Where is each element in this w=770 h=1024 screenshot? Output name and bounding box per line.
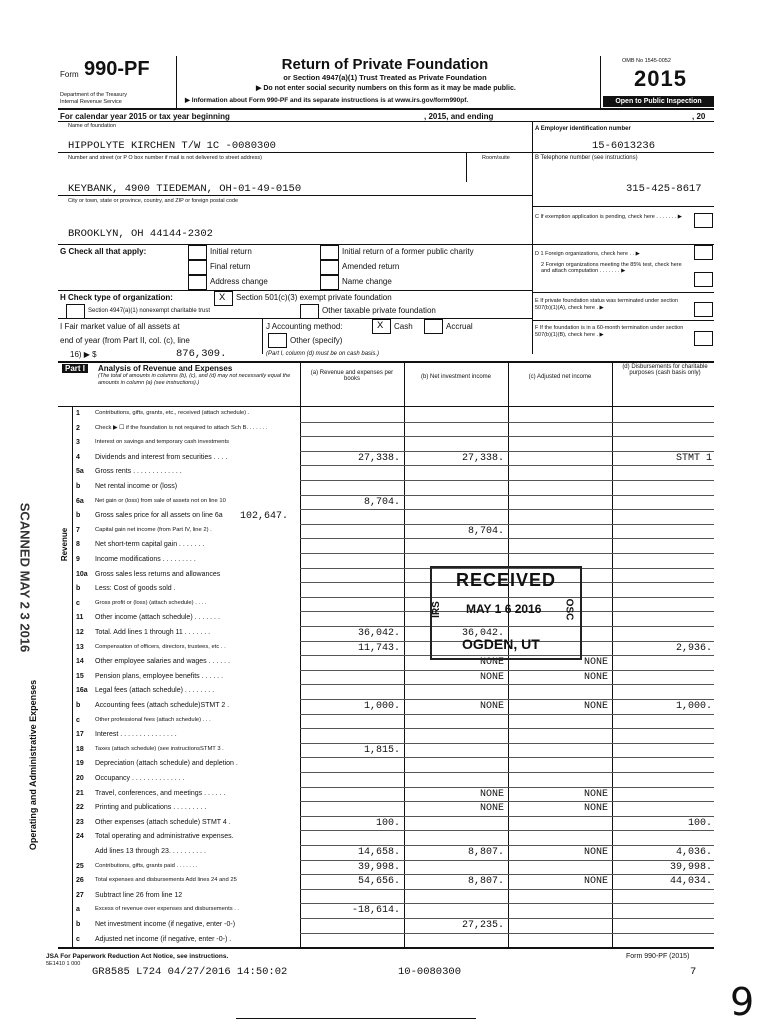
row-label: Compensation of officers, directors, trustees, etc . . (95, 643, 226, 650)
h-501c3: Section 501(c)(3) exempt private foundation (236, 293, 392, 302)
table-row (0, 846, 770, 861)
table-row (0, 583, 770, 598)
row-number: 10a (76, 570, 88, 578)
row-label: Dividends and interest from securities . . . . (95, 453, 228, 461)
row-label: Gross rents . . . . . . . . . . . . . (95, 468, 182, 476)
row-number: 8 (76, 541, 80, 549)
row-label: Interest . . . . . . . . . . . . . . . (95, 731, 177, 739)
table-row (0, 715, 770, 730)
row-number: b (76, 512, 81, 520)
cell-col-d[interactable]: 1,000. (675, 701, 712, 712)
row-label: Accounting fees (attach schedule)STMT 2 . (95, 702, 230, 709)
g-initial-public: Initial return of a former public charity (342, 247, 474, 256)
table-row (0, 466, 770, 481)
g-address-change-checkbox[interactable] (188, 275, 207, 290)
row-number: 25 (76, 862, 84, 870)
table-row (0, 525, 770, 540)
form-subtitle: or Section 4947(a)(1) Trust Treated as Private Foundation (283, 73, 487, 82)
cell-col-c[interactable]: NONE (583, 847, 608, 858)
row-number: 1 (76, 410, 80, 417)
table-row (0, 627, 770, 642)
table-row (0, 452, 770, 467)
row-label: Add lines 13 through 23. . . . . . . . . . (95, 848, 206, 855)
info-note: ▶ Information about Form 990-PF and its separate instructions is at www.irs.gov/form990pf. (185, 97, 469, 104)
d2-checkbox[interactable] (694, 272, 713, 287)
form-number: 990-PF (84, 58, 150, 80)
cell-col-a[interactable]: 14,658. (357, 847, 400, 858)
table-row (0, 919, 770, 934)
row-label: Check ▶ ☐ if the foundation is not required to attach Sch B. . . . . . . (95, 424, 268, 431)
phone-label: B Telephone number (see instructions) (535, 155, 638, 161)
row-label: Other employee salaries and wages . . . . . . (95, 658, 231, 666)
phone-value: 315-425-8617 (626, 183, 702, 195)
cell-col-d[interactable]: 44,034. (669, 876, 712, 888)
cell-col-b[interactable]: 8,704. (467, 525, 504, 537)
row-label: Gross sales price for all assets on line 6a (95, 512, 223, 520)
row-number: 23 (76, 818, 84, 826)
row-label: Occupancy . . . . . . . . . . . . . . (95, 775, 185, 782)
city-label: City or town, state or province, country, and ZIP or foreign postal code (68, 198, 239, 204)
e-checkbox[interactable] (694, 302, 713, 317)
table-row (0, 642, 770, 657)
row-number: c (76, 599, 80, 607)
j-accrual-checkbox[interactable] (424, 319, 443, 334)
j-accrual: Accrual (446, 322, 473, 331)
row-label: Income modifications . . . . . . . . . (95, 556, 196, 563)
cell-col-b[interactable]: NONE (479, 788, 504, 800)
table-row (0, 890, 770, 905)
table-row (0, 423, 770, 438)
j-other: Other (specify) (290, 336, 343, 345)
row-label: Excess of revenue over expenses and disbursements . . (95, 906, 240, 913)
row-label: Net gain or (loss) from sale of assets not on line 10 (95, 497, 226, 504)
cell-col-c[interactable]: NONE (583, 788, 608, 800)
row-number: b (76, 585, 81, 593)
cell-col-b[interactable]: NONE (479, 671, 504, 683)
dept-line-1: Department of the Treasury (60, 92, 127, 98)
stamp-city: OGDEN, UT (462, 636, 540, 652)
row-number: 17 (76, 731, 84, 739)
table-row (0, 569, 770, 584)
row-number: 2 (76, 424, 80, 432)
row-label: Taxes (attach schedule) (see instructionsSTMT 3 . (95, 745, 224, 752)
row-label: Capital gain net income (from Part IV, line 2) . (95, 526, 212, 533)
table-row (0, 481, 770, 496)
gross-sales-value: 102,647. (240, 511, 289, 522)
batch-line: GR8585 L724 04/27/2016 14:50:02 (92, 966, 288, 978)
row-label: Contributions, gifts, grants paid . . . . . . . (95, 862, 198, 869)
cell-col-b[interactable]: NONE (479, 657, 504, 669)
row-label: Depreciation (attach schedule) and depletion . (95, 760, 238, 768)
row-label: Net investment income (if negative, enter -0-) (95, 921, 236, 928)
row-number: b (76, 921, 81, 928)
g-address-change: Address change (210, 277, 268, 286)
cell-col-b[interactable]: 27,338. (461, 452, 504, 464)
row-label: Net rental income or (loss) (95, 483, 178, 490)
g-final-return-checkbox[interactable] (188, 260, 207, 275)
row-label: Adjusted net income (if negative, enter -0-) . (95, 935, 232, 943)
row-label: Gross profit or (loss) (attach schedule) . . . . (95, 599, 207, 606)
form-title: Return of Private Foundation (281, 56, 489, 73)
cell-col-a[interactable]: 8,704. (363, 496, 400, 508)
table-row (0, 598, 770, 613)
row-number: 12 (76, 629, 84, 636)
table-row (0, 831, 770, 846)
col-d-header: (d) Disbursements for charitable purposes (cash basis only) (622, 364, 708, 376)
col-c-header: (c) Adjusted net income (528, 374, 592, 380)
table-row (0, 904, 770, 919)
table-row (0, 861, 770, 876)
fmv-value: 876,309. (176, 348, 227, 360)
page-number: 7 (690, 966, 697, 978)
row-number: b (76, 483, 81, 490)
j-note: (Part I, column (d) must be on cash basis.) (266, 351, 380, 357)
j-cash-mark: X (377, 320, 384, 332)
cell-col-b[interactable]: 36,042. (461, 628, 504, 639)
table-row (0, 612, 770, 627)
row-label: Other income (attach schedule) . . . . . . . (95, 614, 220, 622)
h-label: H Check type of organization: (60, 293, 173, 302)
j-label: J Accounting method: (266, 322, 343, 331)
h-4947: Section 4947(a)(1) nonexempt charitable trust (88, 308, 211, 314)
row-label: Pension plans, employee benefits . . . . . . (95, 672, 224, 680)
h-4947-checkbox[interactable] (66, 304, 85, 319)
row-label: Other professional fees (attach schedule) . . . (95, 716, 211, 723)
cell-col-d[interactable]: 100. (687, 817, 712, 829)
calendar-line: For calendar year 2015 or tax year beginning (60, 112, 230, 121)
row-label: Interest on savings and temporary cash investments (95, 439, 230, 446)
row-number: 21 (76, 789, 84, 797)
street-label: Number and street (or P O box number if mail is not delivered to street address) (68, 155, 263, 161)
part1-title: Analysis of Revenue and Expenses (98, 364, 233, 373)
cell-col-b[interactable]: NONE (479, 701, 504, 712)
jsa-notice: JSA For Paperwork Reduction Act Notice, see instructions. (46, 953, 229, 960)
part1-desc: (The total of amounts in columns (b), (c), and (d) may not necessarily equal the amounts in column (a) (see instructions).) (98, 373, 291, 386)
cell-col-b[interactable]: 8,807. (467, 847, 504, 858)
row-label: Other expenses (attach schedule) STMT 4 . (95, 818, 231, 826)
cell-col-d[interactable]: 2,936. (675, 642, 712, 654)
table-row (0, 408, 770, 423)
cell-col-c[interactable]: NONE (583, 701, 608, 712)
table-row (0, 554, 770, 569)
row-number: c (76, 935, 80, 943)
cell-col-b[interactable]: 8,807. (467, 876, 504, 888)
table-row (0, 510, 770, 525)
row-number: c (76, 716, 80, 724)
i-line-3: 16) ▶ $ (70, 350, 97, 359)
g-amended: Amended return (342, 262, 400, 271)
row-number: 27 (76, 891, 84, 899)
and-ending: , 2015, and ending (424, 112, 494, 121)
row-label: Subtract line 26 from line 12 (95, 891, 183, 899)
row-label: Net short-term capital gain . . . . . . . (95, 541, 205, 549)
row-label: Gross sales less returns and allowances (95, 570, 221, 578)
g-initial-return: Initial return (210, 247, 252, 256)
table-row (0, 685, 770, 700)
f-label: F If the foundation is in a 60-month termination under section 507(b)(1)(B), check here . ▶ (535, 325, 684, 338)
cell-col-a[interactable]: 54,656. (357, 876, 400, 888)
table-row (0, 802, 770, 817)
table-row (0, 817, 770, 832)
revenue-side-label: Revenue (60, 527, 70, 562)
cell-col-a[interactable]: 39,998. (357, 861, 400, 873)
g-initial-return-checkbox[interactable] (188, 245, 207, 260)
row-number: 7 (76, 526, 80, 534)
j-cash: Cash (394, 322, 413, 331)
row-number: b (76, 702, 81, 709)
row-number: 20 (76, 775, 84, 782)
row-number: 22 (76, 804, 84, 812)
row-number: 16a (76, 687, 88, 695)
street-address: KEYBANK, 4900 TIEDEMAN, OH-01-49-0150 (68, 183, 302, 195)
i-line-2: end of year (from Part II, col. (c), line (60, 336, 190, 345)
h-other-checkbox[interactable] (300, 304, 319, 319)
dept-line-2: Internal Revenue Service (60, 99, 122, 105)
h-501c3-mark: X (219, 292, 226, 304)
table-row (0, 729, 770, 744)
row-label: Printing and publications . . . . . . . . . (95, 804, 207, 812)
row-number: 26 (76, 877, 84, 885)
row-number: 11 (76, 614, 84, 622)
row-number: 4 (76, 453, 80, 461)
row-number: 19 (76, 760, 84, 768)
row-number: 3 (76, 439, 80, 447)
row-label: Legal fees (attach schedule) . . . . . . . . (95, 687, 215, 695)
g-amended-checkbox[interactable] (320, 260, 339, 275)
ein-value: 15-6013236 (592, 140, 656, 152)
ending-year: , 20 (692, 112, 706, 121)
table-row (0, 437, 770, 452)
table-row (0, 875, 770, 890)
row-label: Travel, conferences, and meetings . . . . . . (95, 789, 226, 797)
g-name-change: Name change (342, 277, 392, 286)
table-row (0, 539, 770, 554)
col-a-header: (a) Revenue and expenses per books (310, 370, 394, 382)
row-number: 5a (76, 468, 84, 476)
row-number: 15 (76, 672, 84, 680)
cell-col-a[interactable]: -18,614. (351, 905, 400, 917)
cell-col-b[interactable]: NONE (479, 803, 504, 815)
foundation-name: HIPPOLYTE KIRCHEN T/W 1C -0080300 (68, 140, 276, 152)
h-other: Other taxable private foundation (322, 306, 436, 315)
g-name-change-checkbox[interactable] (320, 275, 339, 290)
g-label: G Check all that apply: (60, 247, 147, 256)
row-number: 9 (76, 556, 80, 563)
tax-year: 2015 (634, 66, 687, 91)
h-501c3-checkbox[interactable] (214, 291, 233, 306)
j-cash-checkbox[interactable] (372, 319, 391, 334)
cell-col-c[interactable]: NONE (583, 671, 608, 683)
stamp-irs: IRS (430, 601, 442, 618)
ein-label: A Employer identification number (535, 126, 631, 132)
row-number: a (76, 906, 80, 914)
g-final-return: Final return (210, 262, 251, 271)
row-label: Less: Cost of goods sold . (95, 585, 176, 593)
form-prefix: Form (60, 70, 79, 79)
cell-col-a[interactable]: 1,815. (363, 744, 400, 756)
cell-col-c[interactable]: NONE (583, 876, 608, 888)
row-number: 18 (76, 745, 84, 753)
table-row (0, 788, 770, 803)
received-stamp (430, 566, 582, 660)
cell-col-d[interactable]: 4,036. (675, 847, 712, 858)
open-public-badge: Open to Public Inspection (603, 96, 714, 107)
margin-stamp: SCANNED MAY 2 3 2016 (17, 502, 33, 653)
batch-id: 10-0080300 (398, 966, 462, 978)
stamp-received: RECEIVED (456, 570, 557, 590)
row-label: Total. Add lines 1 through 11 . . . . . . . (95, 629, 211, 636)
e-label: E If private foundation status was terminated under section 507(b)(1)(A), check here . ▶ (535, 298, 679, 311)
part1-tag: Part I (62, 364, 88, 373)
row-number: 14 (76, 658, 84, 666)
cell-col-a[interactable]: 100. (375, 817, 400, 829)
table-row (0, 496, 770, 511)
cell-col-a[interactable]: 1,000. (363, 701, 400, 712)
jsa-code: 5E1410 1 000 (46, 961, 81, 967)
cell-col-a[interactable]: 27,338. (357, 452, 400, 464)
d1-checkbox[interactable] (694, 245, 713, 260)
j-other-checkbox[interactable] (268, 333, 287, 348)
d2-label: 2 Foreign organizations meeting the 85% test, check here and attach computation . . . . . . . ▶ (541, 262, 682, 274)
row-number: 24 (76, 833, 84, 841)
table-row (0, 744, 770, 759)
row-label: Total expenses and disbursements Add lines 24 and 25 (95, 877, 237, 884)
cell-col-d[interactable]: STMT 1 (675, 452, 712, 464)
d1-label: D 1 Foreign organizations, check here . . ▶ (535, 251, 640, 257)
table-row (0, 773, 770, 788)
col-b-header: (b) Net investment income (420, 374, 492, 380)
city-state-zip: BROOKLYN, OH 44144-2302 (68, 228, 213, 240)
c-checkbox[interactable] (694, 213, 713, 228)
cell-col-d[interactable]: 39,998. (669, 861, 712, 873)
form-footer: Form 990-PF (2015) (626, 953, 690, 960)
cell-col-c[interactable]: NONE (583, 803, 608, 815)
expenses-side-label: Operating and Administrative Expenses (28, 679, 39, 851)
i-line-1: I Fair market value of all assets at (60, 322, 180, 331)
corner-number: 9 (730, 980, 755, 1024)
table-row (0, 934, 770, 949)
cell-col-b[interactable]: 27,235. (461, 920, 504, 931)
f-checkbox[interactable] (694, 331, 713, 346)
table-row (0, 656, 770, 671)
row-number: 13 (76, 643, 84, 651)
omb-number: OMB No 1545-0052 (622, 58, 671, 64)
ssn-note: ▶ Do not enter social security numbers on this form as it may be made public. (256, 85, 516, 92)
cell-col-a[interactable]: 36,042. (357, 628, 400, 639)
row-label: Contributions, gifts, grants, etc., received (attach schedule) . (95, 410, 250, 416)
room-label: Room/suite (482, 155, 510, 161)
stamp-osc: OSC (563, 598, 575, 621)
table-row (0, 700, 770, 715)
c-label: C If exemption application is pending, check here . . . . . . . ▶ (535, 214, 682, 220)
row-number: 6a (76, 497, 84, 505)
name-label: Name of foundation (68, 123, 117, 129)
g-initial-public-checkbox[interactable] (320, 245, 339, 260)
table-row (0, 671, 770, 686)
stamp-date: MAY 1 6 2016 (466, 602, 542, 616)
cell-col-a[interactable]: 11,743. (357, 642, 400, 654)
row-label: Total operating and administrative expenses. (95, 833, 234, 841)
table-row (0, 758, 770, 773)
cell-col-c[interactable]: NONE (583, 657, 608, 669)
